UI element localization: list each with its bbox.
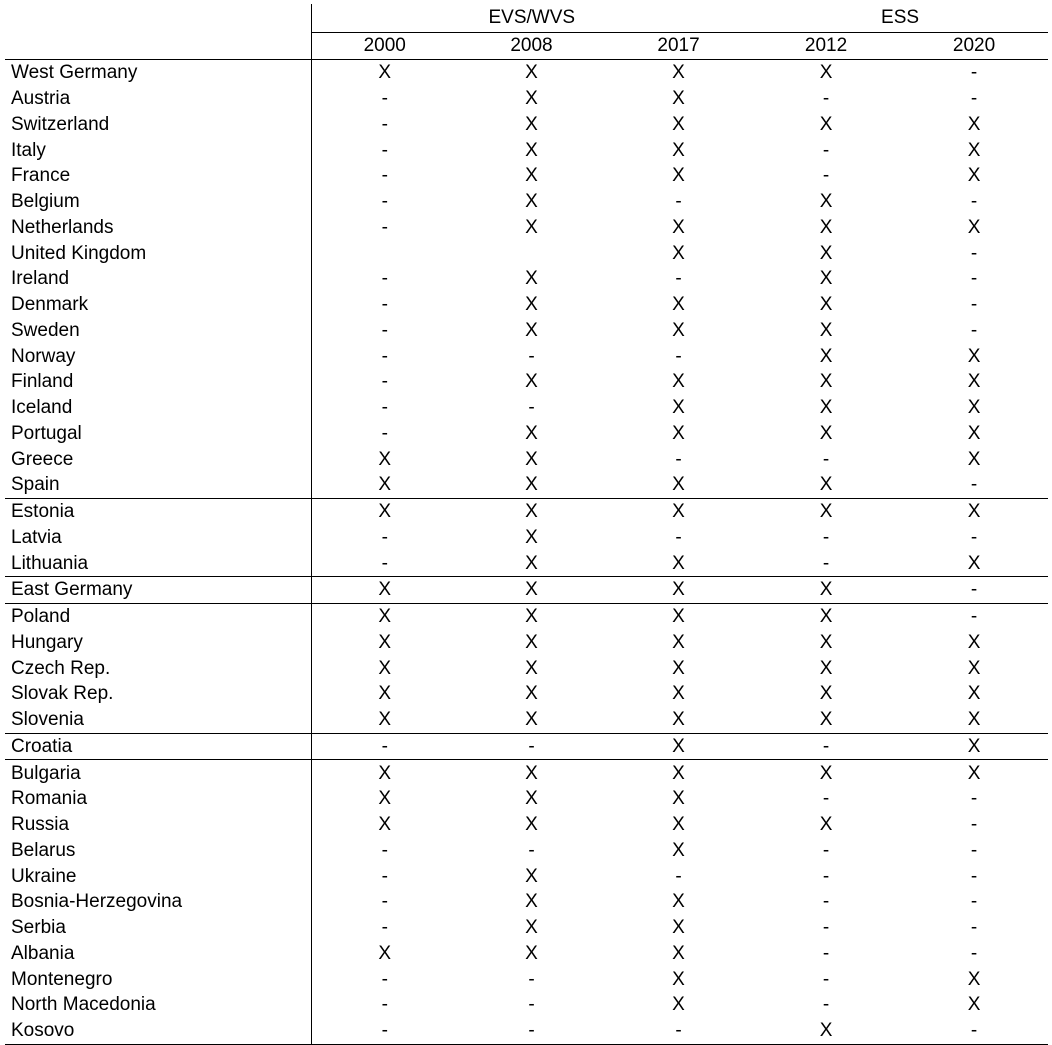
availability-cell: X [605,498,752,524]
table-row [5,681,1048,707]
availability-cell: - [311,215,458,241]
country-cell: Kosovo [5,1018,311,1044]
availability-cell: X [819,345,833,367]
survey-header-evs-wvs: EVS/WVS [311,4,752,33]
availability-cell: X [672,968,685,990]
table-row [5,112,1048,138]
availability-cell: X [311,681,458,707]
availability-cell: - [675,345,682,367]
table-row [5,86,1048,112]
availability-cell: X [672,165,685,187]
availability-cell: X [311,941,458,967]
availability-cell: X [900,733,1048,760]
availability-cell: X [672,917,685,939]
availability-cell: - [311,992,458,1018]
availability-cell: - [311,292,458,318]
availability-cell: - [822,526,830,548]
availability-cell: X [672,88,685,110]
availability-cell: X [819,683,833,705]
availability-cell: - [970,294,978,316]
year-header: 2000 [311,33,458,60]
table-row [5,812,1048,838]
availability-cell: X [458,498,605,524]
year-header-row [5,33,1048,60]
table-row [5,915,1048,941]
availability-cell: X [525,371,538,393]
availability-cell: X [819,422,833,444]
year-header: 2017 [605,33,752,60]
availability-cell: X [458,603,605,629]
table-row [5,941,1048,967]
country-cell: Italy [11,139,46,161]
availability-cell: X [672,397,685,419]
availability-cell: X [672,422,685,444]
country-cell: Russia [11,814,70,836]
country-cell: Slovenia [11,709,84,731]
availability-cell: X [819,709,833,731]
availability-cell: X [311,603,458,629]
availability-cell: X [967,552,981,574]
country-cell: United Kingdom [11,242,147,264]
availability-cell: - [528,397,535,419]
availability-cell: - [528,968,535,990]
availability-cell: X [967,397,981,419]
table-row [5,137,1048,163]
availability-cell: - [311,163,458,189]
availability-cell: X [752,498,900,524]
table-row [5,577,1048,604]
availability-cell: X [752,577,900,604]
table-row [5,966,1048,992]
availability-cell: X [525,552,538,574]
availability-cell: X [525,422,538,444]
availability-cell: X [672,474,685,496]
availability-cell: - [311,369,458,395]
availability-cell: - [311,86,458,112]
availability-cell: X [311,812,458,838]
availability-cell: X [605,733,752,760]
availability-cell: X [672,62,685,84]
availability-cell: X [967,994,981,1016]
availability-cell: - [311,343,458,369]
availability-cell: - [822,88,830,110]
country-cell: France [11,165,71,187]
availability-cell: X [672,631,685,653]
country-cell: Netherlands [11,216,114,238]
availability-cell: - [311,266,458,292]
availability-cell: X [605,760,752,786]
country-cell: Croatia [5,733,311,760]
availability-cell: - [605,1018,752,1044]
availability-cell [311,240,458,266]
availability-cell: - [900,1018,1048,1044]
availability-cell: X [819,319,833,341]
availability-cell: X [819,371,833,393]
availability-cell: X [525,526,538,548]
availability-cell: - [822,994,830,1016]
availability-cell: - [970,526,978,548]
country-cell: Portugal [11,422,82,444]
country-cell: Norway [11,345,76,367]
availability-cell: X [525,942,538,964]
availability-cell: X [525,683,538,705]
availability-cell: - [675,448,682,470]
availability-cell: - [822,839,830,861]
availability-cell: - [675,865,682,887]
country-cell: Bulgaria [5,760,311,786]
availability-cell: - [970,865,978,887]
availability-cell: - [900,577,1048,604]
country-cell: Albania [11,942,75,964]
country-cell: Estonia [5,498,311,524]
availability-cell: - [970,474,978,496]
table-row [5,655,1048,681]
country-cell: Finland [11,371,74,393]
availability-cell: - [311,318,458,344]
table-row [5,369,1048,395]
table-row [5,498,1048,524]
availability-cell: X [525,657,538,679]
availability-cell: X [672,242,685,264]
availability-cell: X [525,88,538,110]
availability-cell: - [970,88,978,110]
country-cell: West Germany [11,62,138,84]
availability-cell: X [819,62,833,84]
table-row [5,525,1048,551]
availability-cell: X [967,631,981,653]
survey-header-row [5,4,1048,33]
availability-cell: X [525,268,538,290]
year-header: 2012 [752,33,900,60]
availability-cell: - [970,891,978,913]
year-header: 2008 [458,33,605,60]
availability-cell: - [311,966,458,992]
availability-cell: X [819,631,833,653]
availability-cell: - [822,139,830,161]
availability-cell: X [672,113,685,135]
availability-cell: - [675,191,682,213]
availability-cell: X [672,552,685,574]
table-row [5,838,1048,864]
country-cell: North Macedonia [11,994,156,1016]
country-cell: Czech Rep. [11,657,111,679]
country-cell: Spain [11,474,60,496]
availability-cell: X [967,683,981,705]
availability-cell: X [967,371,981,393]
availability-cell: X [672,216,685,238]
availability-cell: X [819,474,833,496]
country-cell: Bosnia-Herzegovina [11,891,183,913]
availability-cell: X [819,242,833,264]
availability-cell: X [525,814,538,836]
availability-cell: X [525,165,538,187]
table-row [5,863,1048,889]
availability-cell: X [752,1018,900,1044]
country-cell: East Germany [5,577,311,604]
availability-cell: - [822,891,830,913]
availability-cell: X [525,319,538,341]
availability-cell: - [900,603,1048,629]
availability-cell: X [672,319,685,341]
country-cell: Montenegro [11,968,113,990]
availability-cell: - [311,1018,458,1044]
country-cell: Greece [11,448,74,470]
availability-cell: X [458,577,605,604]
country-cell: Switzerland [11,113,110,135]
availability-cell: - [458,1018,605,1044]
table-row [5,318,1048,344]
availability-cell: X [752,760,900,786]
availability-cell: - [311,395,458,421]
year-header: 2020 [900,33,1048,60]
availability-cell: - [822,917,830,939]
table-row [5,395,1048,421]
availability-cell: X [819,814,833,836]
availability-cell: - [311,137,458,163]
table-body [5,60,1048,1045]
availability-cell: X [525,891,538,913]
table-row [5,992,1048,1018]
country-cell: Romania [11,788,88,810]
availability-cell: X [311,577,458,604]
availability-cell: X [525,474,538,496]
availability-cell: X [672,709,685,731]
availability-cell: X [672,788,685,810]
availability-cell: - [970,788,978,810]
availability-cell: X [819,397,833,419]
availability-cell: X [967,709,981,731]
country-cell: Ireland [11,268,70,290]
availability-cell: X [525,139,538,161]
availability-cell: X [458,760,605,786]
table-row [5,760,1048,786]
availability-cell: X [672,371,685,393]
availability-cell: X [525,631,538,653]
availability-cell: - [970,242,978,264]
availability-cell: - [970,839,978,861]
availability-cell: X [525,294,538,316]
availability-cell: X [525,62,538,84]
country-cell: Slovak Rep. [11,683,114,705]
country-cell: Iceland [11,397,73,419]
availability-cell: - [970,62,978,84]
availability-cell: X [900,498,1048,524]
availability-cell: - [822,942,830,964]
availability-cell: X [819,191,833,213]
availability-cell: - [822,788,830,810]
availability-cell: X [311,707,458,733]
availability-cell: X [672,814,685,836]
table-row [5,707,1048,733]
availability-cell: - [311,112,458,138]
corner-cell [5,4,311,33]
availability-cell: X [819,268,833,290]
availability-cell: X [311,655,458,681]
table-row [5,292,1048,318]
availability-cell: - [311,733,458,760]
table-row [5,1018,1048,1044]
corner-cell [5,33,311,60]
survey-header-ess: ESS [752,4,1048,33]
availability-cell: X [819,657,833,679]
availability-cell: X [311,472,458,498]
table-row [5,266,1048,292]
availability-cell: X [819,294,833,316]
availability-cell: X [967,345,981,367]
table-row [5,60,1048,86]
table-row [5,550,1048,576]
table-row [5,733,1048,760]
availability-cell: X [672,839,685,861]
availability-cell: X [672,683,685,705]
availability-cell: X [967,657,981,679]
availability-cell: - [752,733,900,760]
availability-cell: - [675,526,682,548]
availability-cell: - [311,915,458,941]
country-cell: Latvia [11,526,62,548]
availability-cell: - [311,189,458,215]
country-cell: Belarus [11,839,76,861]
availability-cell: X [672,994,685,1016]
availability-cell: - [528,839,535,861]
table-row [5,630,1048,656]
availability-cell: X [967,165,981,187]
availability-cell: X [672,139,685,161]
table-row [5,603,1048,629]
availability-cell: - [822,165,830,187]
availability-cell: X [525,788,538,810]
country-cell: Serbia [11,917,66,939]
availability-cell: - [970,319,978,341]
table-header [5,4,1048,60]
availability-cell: X [819,216,833,238]
table-row [5,786,1048,812]
country-cell: Poland [5,603,311,629]
availability-cell: X [525,709,538,731]
country-cell: Ukraine [11,865,77,887]
availability-cell: X [311,446,458,472]
availability-cell: X [525,216,538,238]
country-cell: Sweden [11,319,80,341]
table-row [5,215,1048,241]
survey-coverage-table [5,4,1048,1045]
availability-cell: X [672,942,685,964]
availability-cell: X [752,603,900,629]
table-row [5,472,1048,498]
availability-cell: - [458,733,605,760]
table-row [5,240,1048,266]
table-row [5,343,1048,369]
availability-cell: X [525,191,538,213]
availability-cell: X [311,60,458,86]
availability-cell: X [967,448,981,470]
availability-cell: - [822,448,830,470]
country-cell: Lithuania [11,552,89,574]
availability-cell: - [970,942,978,964]
availability-cell: X [967,422,981,444]
availability-cell: X [672,891,685,913]
country-cell: Belgium [11,191,80,213]
availability-cell: X [967,139,981,161]
availability-cell: X [311,498,458,524]
availability-cell: X [967,216,981,238]
availability-cell: X [819,113,833,135]
availability-cell: - [311,525,458,551]
availability-cell: X [900,760,1048,786]
availability-cell: X [672,657,685,679]
availability-cell: X [311,786,458,812]
availability-cell: X [605,577,752,604]
availability-cell: - [822,865,830,887]
availability-cell: X [967,113,981,135]
country-cell: Hungary [11,631,83,653]
table-row [5,421,1048,447]
availability-cell: - [311,550,458,576]
availability-cell: - [311,863,458,889]
availability-cell: - [311,838,458,864]
availability-cell: - [528,994,535,1016]
availability-cell [458,240,605,266]
availability-cell: - [675,268,682,290]
availability-cell: - [822,552,830,574]
table-row [5,889,1048,915]
availability-cell: - [311,889,458,915]
availability-cell: - [970,268,978,290]
availability-cell: X [311,760,458,786]
availability-cell: - [970,917,978,939]
table-row [5,189,1048,215]
availability-cell: X [525,448,538,470]
country-cell: Denmark [11,294,89,316]
availability-cell: - [822,968,830,990]
availability-cell: - [970,814,978,836]
availability-cell: X [311,630,458,656]
availability-cell: X [967,968,981,990]
availability-cell: X [525,113,538,135]
availability-cell: X [605,603,752,629]
country-cell: Austria [11,88,71,110]
availability-cell: X [525,865,538,887]
availability-cell: - [528,345,535,367]
table-row [5,163,1048,189]
availability-cell: X [672,294,685,316]
availability-cell: - [311,421,458,447]
availability-cell: - [970,191,978,213]
availability-cell: X [525,917,538,939]
table-row [5,446,1048,472]
